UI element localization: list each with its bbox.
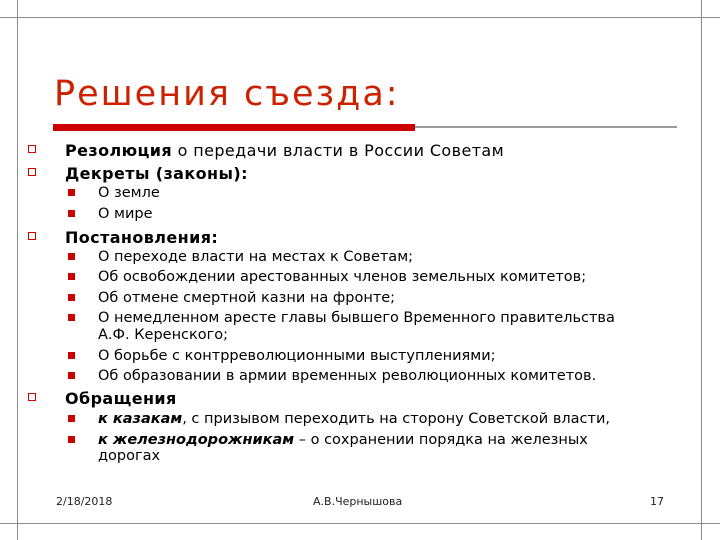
- sub-item-text: О борьбе с контрреволюционными выступлениями;: [98, 348, 496, 364]
- sub-item-text: Об освобождении арестованных членов земельных комитетов;: [98, 269, 587, 285]
- frame-line-bottom: [0, 523, 720, 524]
- frame-line-left: [17, 0, 18, 540]
- filled-square-bullet-icon: [68, 273, 75, 280]
- sub-item-text: О переходе власти на местах к Советам;: [98, 249, 414, 265]
- sub-item-text: А.Ф. Керенского;: [98, 327, 229, 343]
- filled-square-bullet-icon: [68, 253, 75, 260]
- filled-square-bullet-icon: [68, 352, 75, 359]
- filled-square-bullet-icon: [68, 436, 75, 443]
- sub-item-text: дорогах: [98, 448, 161, 464]
- filled-square-bullet-icon: [68, 415, 75, 422]
- sub-item-text: О земле: [98, 185, 160, 201]
- filled-square-bullet-icon: [68, 294, 75, 301]
- list-item-text: Постановления:: [65, 228, 219, 247]
- filled-square-bullet-icon: [68, 372, 75, 379]
- sub-item-text: к казакам, с призывом переходить на сторону Советской власти,: [98, 411, 610, 427]
- square-bullet-icon: [28, 168, 36, 176]
- square-bullet-icon: [28, 393, 36, 401]
- footer-author: А.В.Чернышова: [313, 495, 403, 508]
- sub-item-text: к железнодорожникам – о сохранении порядка на железных: [98, 432, 588, 448]
- list-item-text: Обращения: [65, 389, 177, 408]
- footer-date: 2/18/2018: [56, 495, 113, 508]
- title-underline-red: [53, 124, 415, 131]
- square-bullet-icon: [28, 145, 36, 153]
- sub-item-text: О немедленном аресте главы бывшего Временного правительства: [98, 310, 615, 326]
- filled-square-bullet-icon: [68, 189, 75, 196]
- sub-item-text: О мире: [98, 206, 153, 222]
- frame-line-top: [0, 17, 720, 18]
- sub-item-text: Об отмене смертной казни на фронте;: [98, 290, 396, 306]
- frame-line-right: [701, 0, 702, 540]
- footer-page-number: 17: [650, 495, 664, 508]
- list-item-text: Декреты (законы):: [65, 164, 248, 183]
- square-bullet-icon: [28, 232, 36, 240]
- slide-title: Решения съезда:: [54, 74, 400, 114]
- filled-square-bullet-icon: [68, 314, 75, 321]
- list-item-text: Резолюция о передачи власти в России Советам: [65, 141, 505, 160]
- filled-square-bullet-icon: [68, 210, 75, 217]
- sub-item-text: Об образовании в армии временных революционных комитетов.: [98, 368, 597, 384]
